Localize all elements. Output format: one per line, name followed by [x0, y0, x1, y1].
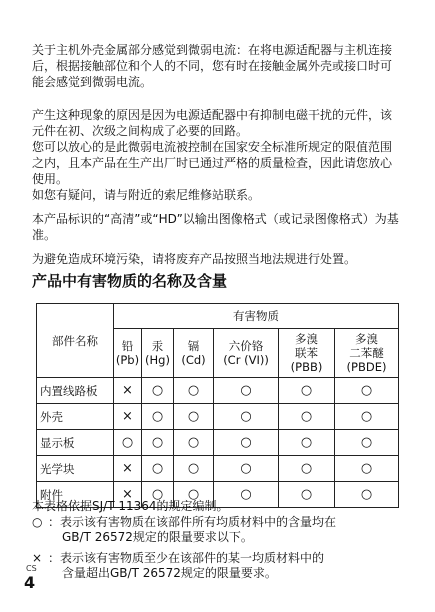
cross-legend-line1: ：表示该有害物质至少在该部件的某一均质材料中的	[48, 551, 325, 565]
circle-legend-line1: ：表示该有害物质在该部件所有均质材料中的含量均在	[48, 515, 337, 529]
part-name-cell: 外壳	[37, 404, 114, 430]
hazardous-substance-header: 有害物质	[114, 304, 399, 329]
substance-name: 六价铬	[228, 339, 264, 353]
substance-mark-cell: ○	[279, 482, 335, 508]
substance-name: 镉	[187, 339, 200, 353]
substance-mark-cell: ○	[214, 430, 279, 456]
substance-mark-cell: ○	[279, 456, 335, 482]
substance-symbol: (PBB)	[290, 360, 323, 374]
table-row	[37, 456, 399, 482]
substance-mark-cell: ×	[114, 456, 142, 482]
substance-symbol: (PBDE)	[346, 360, 387, 374]
language-code: CS	[26, 564, 37, 573]
cross-legend-note	[32, 551, 402, 581]
substance-header	[114, 329, 142, 378]
circle-legend-note	[32, 515, 402, 545]
substance-mark-cell: ○	[174, 378, 214, 404]
cross-legend-line2: 含量超出GB/T 26572规定的限量要求。	[62, 566, 277, 580]
substance-mark-cell: ○	[174, 482, 214, 508]
substance-mark-cell: ○	[279, 378, 335, 404]
substance-mark-cell: ○	[174, 404, 214, 430]
section-title-hazardous-substances: 产品中有害物质的名称及含量	[32, 272, 228, 290]
substance-mark-cell: ×	[114, 404, 142, 430]
part-name-cell: 光学块	[37, 456, 114, 482]
cross-symbol: ×	[32, 551, 43, 565]
substance-symbol: (Cr (VI))	[223, 353, 269, 367]
paragraph-contact-service: 如您有疑问，请与附近的索尼维修站联系。	[32, 188, 261, 202]
substance-mark-cell: ○	[279, 404, 335, 430]
substance-mark-cell: ○	[214, 482, 279, 508]
substance-symbol: (Hg)	[145, 353, 170, 367]
substance-mark-cell: ○	[335, 404, 399, 430]
substance-symbol: (Pb)	[115, 353, 140, 367]
substance-mark-cell: ○	[214, 456, 279, 482]
table-row	[37, 378, 399, 404]
circle-legend-line2: GB/T 26572规定的限量要求以下。	[62, 530, 253, 544]
table-row	[37, 404, 399, 430]
substance-header	[214, 329, 279, 378]
substance-mark-cell: ○	[335, 482, 399, 508]
paragraph-emi-reason: 产生这种现象的原因是因为电源适配器中有抑制电磁干扰的元件，该元件在初、次级之间构成了必要的回路。	[32, 108, 393, 138]
substance-mark-cell: ○	[279, 430, 335, 456]
substance-mark-cell: ○	[174, 456, 214, 482]
substance-mark-cell: ○	[142, 482, 174, 508]
part-name-cell: 内置线路板	[37, 378, 114, 404]
paragraph-safety-standard: 您可以放心的是此微弱电流被控制在国家安全标准所规定的限值范围之内，且本产品在生产出厂时已通过严格的质量检查，因此请您放心使用。	[32, 140, 393, 186]
paragraph-hd-format: 本产品标识的“高清”或“HD”以输出图像格式（或记录图像格式）为基准。	[32, 212, 399, 242]
substance-mark-cell: ○	[335, 430, 399, 456]
substance-name: 汞	[151, 339, 164, 353]
substance-name: 铅	[121, 339, 134, 353]
substance-mark-cell: ○	[174, 430, 214, 456]
substance-symbol: (Cd)	[181, 353, 206, 367]
substance-name: 多溴 联苯	[295, 332, 318, 360]
part-name-cell: 附件	[37, 482, 114, 508]
substance-mark-cell: ○	[142, 456, 174, 482]
substance-mark-cell: ○	[142, 404, 174, 430]
substance-header	[335, 329, 399, 378]
substance-header	[174, 329, 214, 378]
hazardous-substances-table	[36, 303, 399, 508]
page-number: 4	[24, 573, 36, 592]
paragraph-disposal: 为避免造成环境污染，请将废弃产品按照当地法规进行处置。	[32, 252, 357, 266]
part-name-cell: 显示板	[37, 430, 114, 456]
substance-mark-cell: ○	[335, 378, 399, 404]
table-basis-note: 本表格依据SJ/T 11364的规定编制。	[32, 499, 229, 513]
substance-mark-cell: ×	[114, 482, 142, 508]
substance-mark-cell: ○	[214, 404, 279, 430]
substance-header	[142, 329, 174, 378]
circle-symbol: ○	[32, 515, 43, 529]
substance-name: 多溴 二苯醚	[349, 332, 384, 360]
substance-mark-cell: ○	[114, 430, 142, 456]
substance-mark-cell: ○	[214, 378, 279, 404]
part-name-header: 部件名称	[37, 304, 114, 378]
table-row	[37, 430, 399, 456]
substance-mark-cell: ○	[142, 378, 174, 404]
paragraph-leakage-current: 关于主机外壳金属部分感觉到微弱电流：在将电源适配器与主机连接后，根据接触部位和个人的不同，您有时在接触金属外壳或接口时可能会感觉到微弱电流。	[32, 43, 393, 89]
substance-mark-cell: ○	[142, 430, 174, 456]
substance-header	[279, 329, 335, 378]
substance-mark-cell: ×	[114, 378, 142, 404]
substance-mark-cell: ○	[335, 456, 399, 482]
